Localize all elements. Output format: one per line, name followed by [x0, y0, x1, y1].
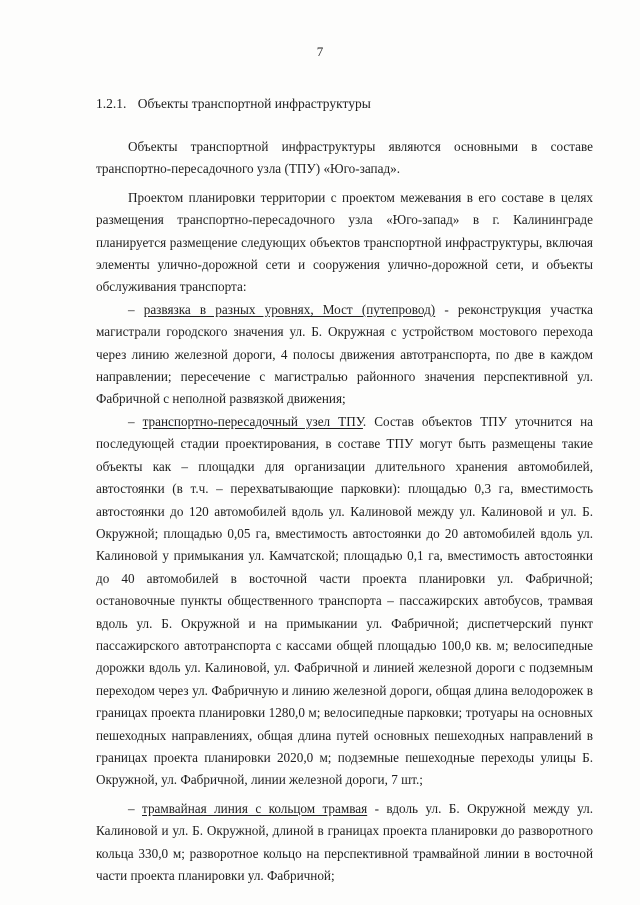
- list-dash: –: [128, 800, 135, 816]
- item-text: . Состав объектов ТПУ уточнится на последующей стадии проектирования, в составе ТПУ могут быть размещены такие объекты как – площадки для организации длительного хранения автомобилей, автостоянки (в т.ч. – перехватывающие парковки): площадью 0,3 га, вместимость автостоянки до 120 автомобилей вдоль ул. Калиновой между ул. Калиновой и ул. Б. Окружной; площадью 0,05 га, вместимость автостоянки до 20 автомобилей вдоль ул. Калиновой у примыкания ул. Камчатской; площадью 0,1 га, вместимость автостоянки до 40 автомобилей в восточной части проекта планировки ул. Фабричной; остановочные пункты общественного транспорта – пассажирских автобусов, трамвая вдоль ул. Б. Окружной и на примыкании ул. Фабричной; диспетчерский пункт пассажирского автотранспорта с кассами общей площадью 100,0 кв. м; велосипедные дорожки вдоль ул. Калиновой, ул. Фабричной и линией железной дороги с подземным переходом через ул. Фабричную и линию железной дороги, общая длина велодорожек в границах проекта планировки 1280,0 м; велосипедные парковки; тротуары на основных пешеходных направлениях, общая длина путей основных пешеходных направлений в границах проекта планировки 2020,0 м; подземные пешеходные переходы улицы Б. Окружной, ул. Фабричной, линии железной дороги, 7 шт.;: [96, 413, 593, 788]
- body-text: [96, 136, 593, 887]
- list-dash: –: [128, 413, 135, 429]
- project-paragraph: Проектом планировки территории с проектом межевания в его составе в целях размещения транспортно-пересадочного узла «Юго-запад» в г. Калининграде планируется размещение следующих объектов транспортной инфраструктуры, включая элементы улично-дорожной сети и сооружения улично-дорожной сети, и объекты обслуживания транспорта:: [96, 189, 593, 295]
- intro-paragraph: Объекты транспортной инфраструктуры являются основными в составе транспортно-пересадочного узла (ТПУ) «Юго-запад».: [96, 139, 593, 177]
- list-item-interchange: [96, 299, 593, 411]
- list-item-tpu: [96, 411, 593, 792]
- item-term: транспортно-пересадочный узел ТПУ: [142, 413, 363, 429]
- list-dash: –: [128, 301, 135, 317]
- item-text: - реконструкция участка магистрали городского значения ул. Б. Окружная с устройством мостового перехода через линию железной дороги, 4 полосы движения автотранспорта, по две в каждом направлении; пересечение с магистралью районного значения перспективной ул. Фабричной с неполной развязкой движения;: [96, 301, 593, 407]
- section-heading: [96, 96, 371, 112]
- section-number: 1.2.1.: [96, 96, 127, 111]
- section-title: Объекты транспортной инфраструктуры: [137, 96, 371, 111]
- item-text: - вдоль ул. Б. Окружной между ул. Калиновой и ул. Б. Окружной, длиной в границах проекта планировки до разворотного кольца 330,0 м; разворотное кольцо на перспективной трамвайной линии в восточной части проекта планировки ул. Фабричной;: [96, 800, 593, 883]
- list-item-tram: [96, 798, 593, 888]
- item-term: трамвайная линия с кольцом трамвая: [142, 800, 368, 816]
- page-number: 7: [316, 44, 324, 59]
- item-term: развязка в разных уровнях, Мост (путепровод): [143, 301, 436, 317]
